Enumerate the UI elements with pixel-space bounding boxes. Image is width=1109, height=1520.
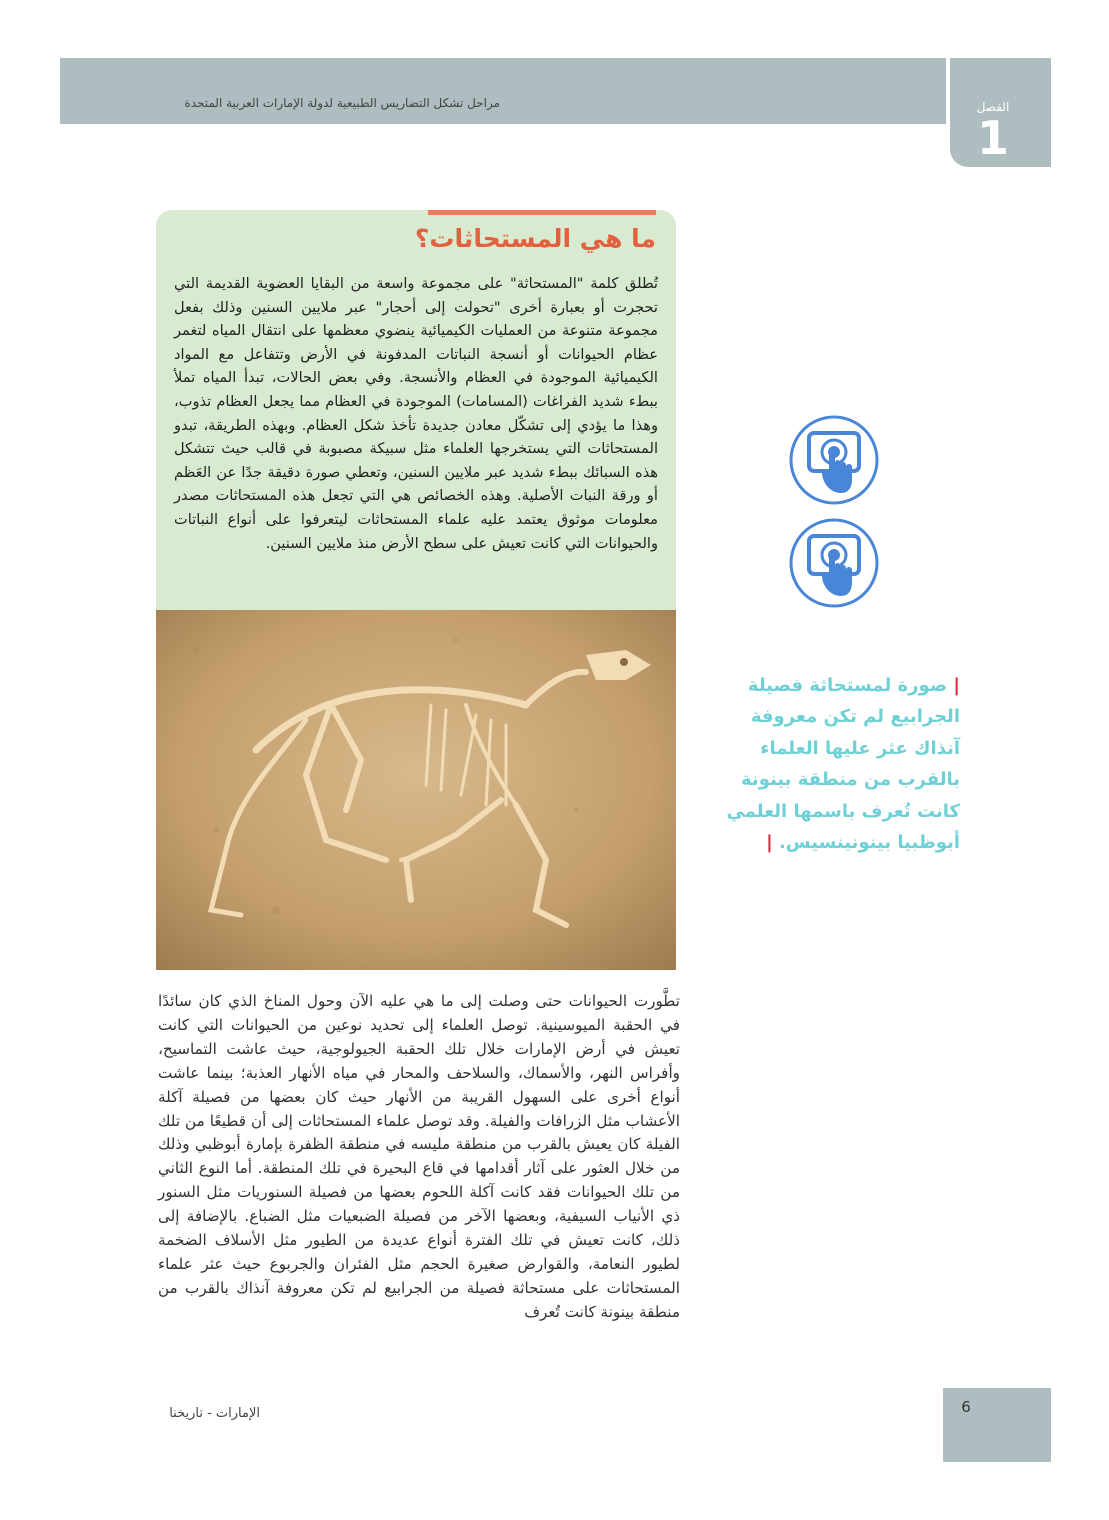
header-bar	[60, 58, 946, 124]
chapter-title: مراحل تشكل التضاريس الطبيعية لدولة الإمارات العربية المتحدة	[184, 96, 500, 110]
caption-bar-start: |	[953, 675, 960, 696]
chapter-number: 1	[976, 111, 1009, 165]
box-body: تُطلق كلمة "المستحاثة" على مجموعة واسعة من البقايا العضوية القديمة التي تحجرت أو بعبارة أخرى "تحولت إلى أحجار" عبر ملايين السنين وذلك بفعل مجموعة متنوعة من العمليات الكيميائية ينضوي معظمها على انتقال المياه لتغمر عظام الحيوانات أو أنسجة النباتات المدفونة في الأرض وتتفاعل مع المواد الكيميائية الموجودة في العظام والأنسجة. وفي بعض الحالات، تبدأ المياه تملأ ببطء شديد الفراغات (المسامات) الموجودة في العظام مما يجعل العظام تذوب، وهذا ما يؤدي إلى تشكّل معادن جديدة تأخذ شكل العظام. وبهذه الطريقة، تبدو المستحاثات التي يستخرجها العلماء مثل سبيكة مصبوبة في قالب حيث تتشكل هذه السبائك ببطء شديد عبر ملايين السنين، وتعطي صورة دقيقة جدًا عن العَظم أو ورقة النبات الأصلية. وهذه الخصائص هي التي تجعل هذه المستحاثات مصدر معلومات موثوق يعتمد عليه علماء المستحاثات ليتعرفوا على أنواع النباتات والحيوانات التي كانت تعيش على سطح الأرض منذ ملايين السنين.	[174, 275, 658, 552]
page-number: 6	[961, 1398, 971, 1416]
title-accent-line	[428, 210, 656, 215]
main-text: تطَّورت الحيوانات حتى وصلت إلى ما هي عليه الآن وحول المناخ الذي كان سائدًا في الحقبة الميوسينية. توصل العلماء إلى تحديد نوعين من الحيوانات التي كانت تعيش في أرض الإمارات خلال تلك الحقبة الجيولوجية، حيث عاشت التماسيح، وأفراس النهر، والأسماك، والسلاحف والمحار في مياه الأنهار العذبة؛ بينما عاشت أنواع أخرى على السهول القريبة من الأنهار حيث كان بعضها من فصيلة آكلة الأعشاب مثل الزرافات والفيلة. وقد توصل علماء المستحاثات إلى أن قطيعًا من تلك الفيلة كان يعيش بالقرب من منطقة مليسه في منطقة الظفرة بإمارة أبوظبي وذلك من خلال العثور على آثار أقدامها في قاع البحيرة في تلك المنطقة. أما النوع الثاني من تلك الحيوانات فقد كانت آكلة اللحوم بعضها من فصيلة السنوريات مثل السنور ذي الأنياب السيفية، وبعضها الآخر من فصيلة الضبعيات مثل الضباع. بالإضافة إلى ذلك، كانت تعيش في تلك الفترة أنواع عديدة من الطيور مثل الأسلاف الضخمة لطيور النعامة، والقوارض صغيرة الحجم مثل الفئران والجربوع حيث عثر علماء المستحاثات على مستحاثة فصيلة من الجرابيع لم تكن معروفة آنذاك بالقرب من منطقة بينونة كانت تُعرف	[158, 992, 680, 1321]
chapter-label: الفصل	[976, 100, 1010, 114]
image-caption	[720, 670, 960, 858]
touch-screen-icon[interactable]	[789, 518, 879, 608]
caption-bar-end: |	[766, 832, 773, 854]
box-title: ما هي المستحاثات؟	[414, 224, 656, 253]
fossil-image	[156, 610, 676, 970]
caption-text: صورة لمستحاثة فصيلة الجرابيع لم تكن معروفة آنذاك عثر عليها العلماء بالقرب من منطقة بينونة كانت تُعرف باسمها العلمي أبوظبيا بينونينسيس.	[726, 675, 960, 854]
touch-screen-icon[interactable]	[789, 415, 879, 505]
footer-book-title: الإمارات - تاريخنا	[169, 1406, 260, 1421]
